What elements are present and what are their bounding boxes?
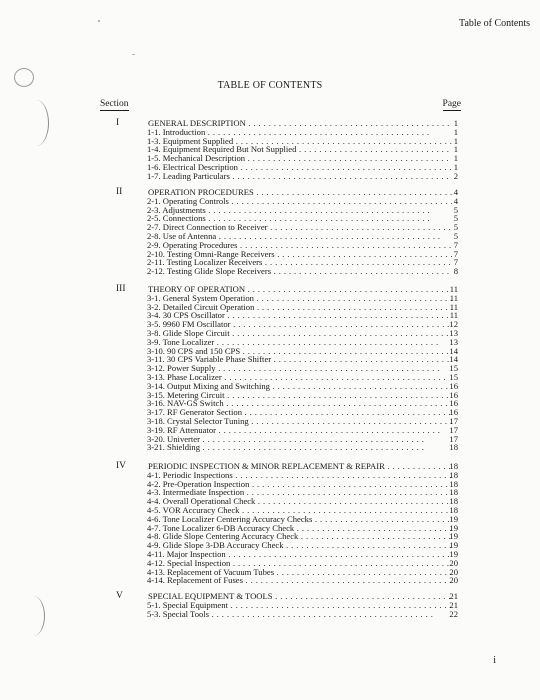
section-numeral: I: [116, 118, 120, 128]
toc-entry-page: 20: [449, 566, 458, 577]
toc-entry-title: 4-8. Glide Slope Centering Accuracy Check . .: [147, 532, 452, 541]
toc-entry: [0, 347, 540, 356]
toc-entry: [0, 443, 540, 452]
toc-entry-page: 1: [453, 162, 458, 172]
toc-entry-title: 3-19. RF Attenuator . .: [147, 426, 452, 435]
toc-entry-page: 17: [449, 416, 458, 426]
toc-entry-title: 1-1. Introduction . .: [147, 128, 452, 137]
toc-entry-title: 4-11. Major Inspection . .: [147, 550, 452, 559]
toc-entry-page: 13: [449, 328, 458, 338]
toc-entry-title: 3-2. Detailed Circuit Operation . .: [147, 303, 452, 312]
toc-entry-page: 15: [449, 363, 458, 374]
toc-entry-title: 4-4. Overall Operational Check . .: [147, 497, 452, 506]
toc-entry-title: 4-1. Periodic Inspections . .: [147, 471, 452, 480]
toc-entry-title: 4-6. Tone Localizer Centering Accuracy Checks . .: [147, 515, 452, 524]
toc-entry-title: 3-20. Univerter . .: [147, 435, 452, 444]
toc-entry: [0, 435, 540, 444]
toc-entry-title: 4-7. Tone Localizer 6-DB Accuracy Check . .: [147, 524, 452, 533]
toc-heading: [0, 592, 540, 601]
toc-entry-page: 16: [449, 389, 458, 400]
toc-entry-title: 4-5. VOR Accuracy Check . .: [147, 506, 452, 515]
toc-entry-page: 18: [449, 461, 458, 471]
toc-entry-page: 16: [449, 407, 458, 418]
toc-entry-title: 3-15. Metering Circuit . .: [147, 391, 452, 400]
toc-entry-title: 1-7. Leading Particulars . .: [147, 172, 452, 181]
toc-entry-title: 3-14. Output Mixing and Switching . .: [147, 382, 452, 391]
toc-entry: [0, 541, 540, 550]
toc-entry-page: 18: [449, 505, 458, 515]
toc-entry-page: 7: [453, 239, 458, 250]
toc-entry-page: 11: [449, 301, 458, 312]
binder-ring-mark: [14, 68, 34, 87]
toc-entry-page: 2: [453, 170, 458, 181]
toc-entry-page: 22: [449, 608, 458, 619]
section-numeral: V: [116, 591, 123, 601]
toc-entry: [0, 223, 540, 232]
toc-entry-page: 5: [453, 231, 458, 241]
toc-entry-title: 2-3. Adjustments . .: [147, 206, 452, 215]
toc-entry: [0, 417, 540, 426]
toc-entry-page: 19: [449, 549, 458, 559]
toc-entry: [0, 550, 540, 559]
toc-entry: [0, 172, 540, 181]
toc-entry-title: 1-3. Equipment Supplied . .: [147, 137, 452, 146]
toc-entry: [0, 532, 540, 541]
toc-heading: [0, 285, 540, 294]
toc-entry-title: 2-11. Testing Localizer Receivers . .: [147, 258, 452, 267]
toc-entry-title: THEORY OF OPERATION . .: [148, 285, 452, 294]
toc-entry-page: 11: [449, 310, 458, 321]
toc-entry: [0, 497, 540, 506]
toc-entry-page: 18: [449, 496, 458, 507]
toc-entry: [0, 391, 540, 400]
toc-entry: [0, 524, 540, 533]
toc-entry-page: 16: [449, 380, 458, 391]
toc-entry: [0, 258, 540, 267]
toc-entry-page: 7: [453, 257, 458, 268]
toc-entry-title: 1-5. Mechanical Description . .: [147, 154, 452, 163]
toc-entry-page: 17: [449, 424, 458, 435]
toc-entry-title: 2-10. Testing Omni-Range Receivers . .: [147, 250, 452, 259]
toc-entry-page: 14: [449, 354, 458, 365]
toc-entry-page: 1: [453, 153, 458, 164]
toc-entry: [0, 241, 540, 250]
toc-entry-page: 21: [449, 591, 458, 601]
section-numeral: IV: [116, 461, 127, 471]
toc-entry-page: 11: [449, 284, 458, 294]
toc-entry: [0, 232, 540, 241]
toc-entry-title: 5-1. Special Equipment . .: [147, 601, 452, 610]
toc-entry-page: 13: [449, 336, 458, 347]
toc-heading: [0, 188, 540, 197]
toc-entry: [0, 303, 540, 312]
toc-entry-title: 4-9. Glide Slope 3-DB Accuracy Check . .: [147, 541, 452, 550]
toc-entry-page: 19: [449, 531, 458, 542]
toc-entry-page: 19: [449, 522, 458, 533]
toc-entry: [0, 480, 540, 489]
toc-entry: [0, 250, 540, 259]
toc-entry-title: 2-7. Direct Connection to Receiver . .: [147, 223, 452, 232]
toc-entry-title: 4-12. Special Inspection . .: [147, 559, 452, 568]
toc-entry: [0, 364, 540, 373]
toc-entry-title: 3-5. 9960 FM Oscillator . .: [147, 320, 452, 329]
toc-entry-title: 4-13. Replacement of Vacuum Tubes . .: [147, 568, 452, 577]
toc-entry-title: 1-4. Equipment Required But Not Supplied . .: [147, 145, 452, 154]
toc-entry: [0, 426, 540, 435]
toc-entry: [0, 559, 540, 568]
toc-entry-page: 18: [449, 478, 458, 489]
toc-entry-title: 2-12. Testing Glide Slope Receivers . .: [147, 267, 452, 276]
toc-entry-page: 5: [453, 213, 458, 224]
toc-entry-page: 1: [453, 126, 458, 137]
toc-entry: [0, 576, 540, 585]
toc-entry: [0, 154, 540, 163]
toc-entry-title: 3-13. Phase Localizer . .: [147, 373, 452, 382]
toc-entry-page: 16: [449, 398, 458, 409]
toc-entry: [0, 128, 540, 137]
toc-entry-page: 15: [449, 372, 458, 382]
scan-speck: [132, 54, 135, 55]
toc-heading: [0, 119, 540, 128]
toc-entry-page: 20: [449, 575, 458, 586]
section-numeral: II: [116, 187, 123, 197]
page-number: i: [493, 655, 496, 666]
toc-entry-page: 18: [449, 442, 458, 453]
toc-entry-page: 12: [449, 319, 458, 330]
toc-entry-title: 3-1. General System Operation . .: [147, 294, 452, 303]
toc-entry: [0, 382, 540, 391]
toc-entry: [0, 294, 540, 303]
toc-entry-page: 19: [449, 540, 458, 551]
toc-entry-title: 3-21. Shielding . .: [147, 443, 452, 452]
toc-entry-page: 18: [449, 487, 458, 498]
toc-entry: [0, 408, 540, 417]
toc-entry: [0, 145, 540, 154]
scan-speck: [98, 20, 100, 22]
toc-entry-title: PERIODIC INSPECTION & MINOR REPLACEMENT & REPAIR . .: [148, 462, 452, 471]
toc-entry-title: 2-5. Connections . .: [147, 214, 452, 223]
toc-entry-title: 2-9. Operating Procedures . .: [147, 241, 452, 250]
toc-entry: [0, 568, 540, 577]
toc-entry-title: SPECIAL EQUIPMENT & TOOLS . .: [148, 592, 452, 601]
toc-entry-page: 14: [449, 345, 458, 356]
toc-entry-title: OPERATION PROCEDURES . .: [148, 188, 452, 197]
toc-entry: [0, 506, 540, 515]
toc-entry-page: 1: [453, 118, 458, 128]
toc-entry: [0, 471, 540, 480]
toc-entry-title: 3-18. Crystal Selector Tuning . .: [147, 417, 452, 426]
toc-entry-title: 4-14. Replacement of Fuses . .: [147, 576, 452, 585]
toc-entry: [0, 137, 540, 146]
running-head: Table of Contents: [459, 18, 530, 29]
toc-entry-page: 21: [449, 599, 458, 610]
toc-entry: [0, 338, 540, 347]
toc-entry-page: 20: [449, 557, 458, 568]
toc-entry: [0, 355, 540, 364]
toc-entry-title: 4-2. Pre-Operation Inspection . .: [147, 480, 452, 489]
toc-entry: [0, 610, 540, 619]
toc-entry-title: 4-3. Intermediate Inspection . .: [147, 488, 452, 497]
toc-entry-title: 3-9. Tone Localizer . .: [147, 338, 452, 347]
toc-entry-page: 4: [453, 195, 458, 206]
toc-entry-page: 19: [449, 513, 458, 524]
toc-entry-title: 2-1. Operating Controls . .: [147, 197, 452, 206]
toc-entry-page: 8: [453, 266, 458, 277]
toc-heading: [0, 462, 540, 471]
toc-entry-page: 1: [453, 144, 458, 155]
toc-entry-page: 7: [453, 248, 458, 259]
toc-entry: [0, 601, 540, 610]
toc-entry: [0, 399, 540, 408]
toc-entry: [0, 488, 540, 497]
toc-entry: [0, 320, 540, 329]
toc-entry-page: 17: [449, 433, 458, 444]
page-column-header: Page: [442, 99, 461, 109]
toc-entry-title: 3-12. Power Supply . .: [147, 364, 452, 373]
page-title: TABLE OF CONTENTS: [217, 80, 323, 91]
toc-entry-title: 3-10. 90 CPS and 150 CPS . .: [147, 347, 452, 356]
toc-entry-title: 3-4. 30 CPS Oscillator . .: [147, 311, 452, 320]
toc-entry: [0, 329, 540, 338]
toc-entry: [0, 515, 540, 524]
toc-entry-title: 5-3. Special Tools . .: [147, 610, 452, 619]
toc-entry-title: 1-6. Electrical Description . .: [147, 163, 452, 172]
toc-entry-page: 1: [453, 135, 458, 146]
toc-entry: [0, 163, 540, 172]
toc-entry: [0, 373, 540, 382]
toc-entry-page: 4: [453, 187, 458, 197]
section-numeral: III: [116, 284, 126, 294]
toc-entry-title: 2-8. Use of Antenna . .: [147, 232, 452, 241]
toc-entry-title: 3-11. 30 CPS Variable Phase Shifter . .: [147, 355, 452, 364]
toc-entry-title: 3-17. RF Generator Section . .: [147, 408, 452, 417]
toc-entry-page: 5: [453, 222, 458, 233]
toc-entry-title: 3-16. NAV-GS Switch . .: [147, 399, 452, 408]
toc-entry-title: GENERAL DESCRIPTION . .: [148, 119, 452, 128]
toc-entry-page: 5: [453, 204, 458, 215]
toc-entry-page: 11: [449, 292, 458, 303]
toc-entry: [0, 311, 540, 320]
section-column-header: Section: [100, 99, 129, 109]
toc-entry: [0, 206, 540, 215]
toc-entry: [0, 197, 540, 206]
toc-entry: [0, 267, 540, 276]
toc-entry-page: 18: [449, 469, 458, 480]
toc-entry-title: 3-8. Glide Slope Circuit . .: [147, 329, 452, 338]
toc-entry: [0, 214, 540, 223]
